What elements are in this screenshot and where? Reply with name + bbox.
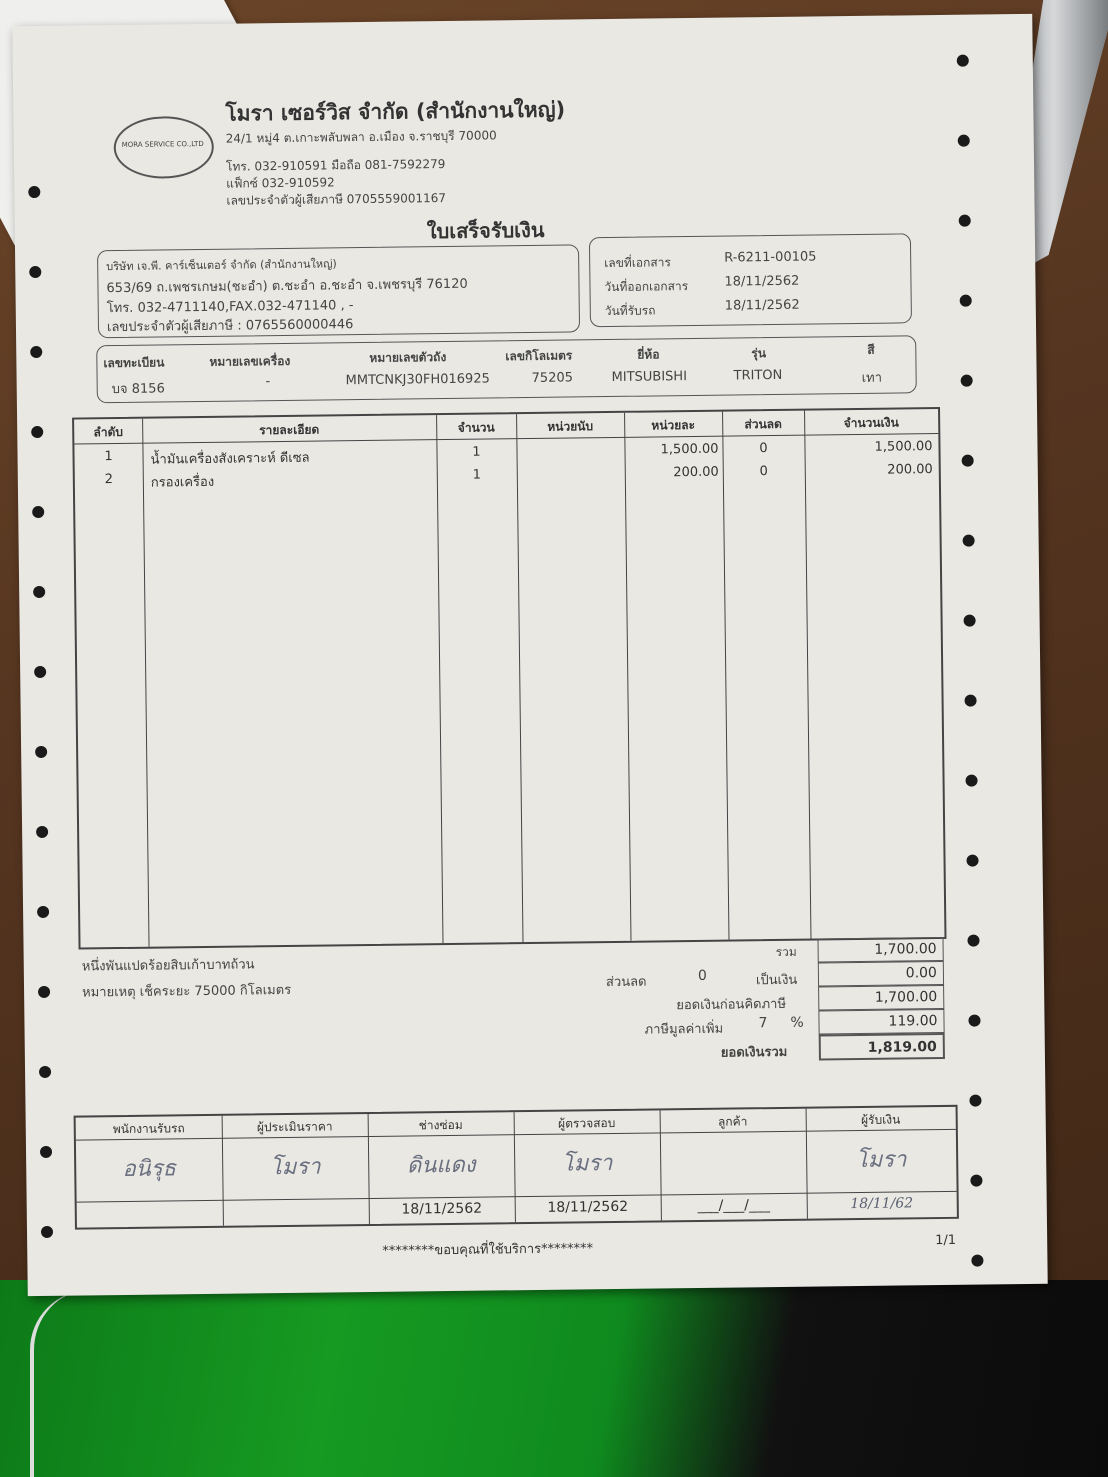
feed-hole bbox=[37, 906, 49, 918]
customer-tax-id: เลขประจำตัวผู้เสียภาษี : 0765560000446 bbox=[106, 317, 354, 336]
feed-hole bbox=[32, 506, 44, 518]
company-logo-text: MORA SERVICE CO.,LTD bbox=[121, 139, 204, 149]
column-divider bbox=[142, 419, 149, 947]
vat-rate: 7 bbox=[758, 1015, 768, 1032]
company-tax-id: เลขประจำตัวผู้เสียภาษี 0705559001167 bbox=[226, 190, 447, 208]
sig-date-inspector: 18/11/2562 bbox=[547, 1198, 629, 1216]
column-divider bbox=[804, 411, 811, 939]
vehicle-chassis-header: หมายเลขตัวถัง bbox=[369, 350, 447, 365]
company-address: 24/1 หมู่4 ต.เกาะพลับพลา อ.เมือง จ.ราชบุรี 70000 bbox=[225, 128, 497, 146]
row-unit bbox=[516, 443, 624, 444]
discount-label: ส่วนลด bbox=[605, 974, 647, 991]
page-number: 1/1 bbox=[935, 1232, 957, 1249]
feed-hole bbox=[41, 1226, 53, 1238]
feed-hole bbox=[39, 1066, 51, 1078]
vat-value: 119.00 bbox=[818, 1009, 944, 1035]
vat-label: ภาษีมูลค่าเพิ่ม bbox=[644, 1021, 724, 1038]
row-amount: 200.00 bbox=[887, 462, 933, 478]
items-table bbox=[72, 407, 946, 950]
column-divider bbox=[516, 414, 523, 942]
vehicle-info-box bbox=[96, 335, 917, 403]
feed-hole bbox=[36, 826, 48, 838]
green-cloth bbox=[0, 1280, 1108, 1477]
column-divider bbox=[624, 413, 631, 941]
customer-phone: โทร. 032-4711140,FAX.032-471140 , - bbox=[106, 298, 354, 317]
vehicle-brand-header: ยี่ห้อ bbox=[637, 347, 660, 362]
feed-hole bbox=[31, 426, 43, 438]
column-divider bbox=[722, 412, 729, 940]
signature-mechanic: ดินแดง bbox=[406, 1152, 476, 1179]
vehicle-brand: MITSUBISHI bbox=[611, 369, 688, 385]
feed-hole bbox=[38, 986, 50, 998]
row-amount: 1,500.00 bbox=[874, 439, 933, 455]
receive-date-value: 18/11/2562 bbox=[724, 297, 800, 314]
vehicle-engine-header: หมายเลขเครื่อง bbox=[209, 353, 291, 369]
cable bbox=[30, 1290, 94, 1477]
feed-hole bbox=[967, 935, 979, 947]
feed-hole bbox=[964, 615, 976, 627]
feed-hole bbox=[28, 186, 40, 198]
doc-no-value: R-6211-00105 bbox=[724, 249, 817, 266]
signature-table bbox=[74, 1105, 959, 1230]
header-unit: หน่วยนับ bbox=[547, 419, 594, 434]
company-phone: โทร. 032-910591 มือถือ 081-7592279 bbox=[225, 156, 446, 174]
vehicle-model-header: รุ่น bbox=[751, 346, 767, 361]
vehicle-mileage: 75205 bbox=[531, 370, 574, 386]
row-description: น้ำมันเครื่องสังเคราะห์ ดีเซล bbox=[150, 450, 310, 468]
feed-hole bbox=[968, 1015, 980, 1027]
signature-estimator: โมรา bbox=[269, 1154, 321, 1181]
document-title: ใบเสร็จรับเงิน bbox=[426, 217, 545, 244]
feed-hole bbox=[959, 215, 971, 227]
row-qty: 1 bbox=[472, 467, 482, 483]
header-discount: ส่วนลด bbox=[744, 416, 782, 432]
before-vat-value: 1,700.00 bbox=[818, 985, 944, 1011]
customer-box bbox=[97, 244, 580, 338]
sig-head-mechanic: ช่างซ่อม bbox=[418, 1117, 463, 1133]
feed-hole bbox=[961, 375, 973, 387]
signature-inspector: โมรา bbox=[561, 1151, 613, 1177]
issue-date-label: วันที่ออกเอกสาร bbox=[604, 279, 689, 295]
header-qty: จำนวน bbox=[457, 420, 495, 435]
row-discount: 0 bbox=[759, 441, 768, 457]
header-amount: จำนวนเงิน bbox=[843, 415, 899, 431]
sig-date-mechanic: 18/11/2562 bbox=[401, 1200, 483, 1218]
customer-name: บริษัท เจ.พี. คาร์เซ็นเตอร์ จำกัด (สำนักงานใหญ่) bbox=[106, 257, 337, 274]
feed-hole bbox=[30, 346, 42, 358]
signature-cashier: โมรา bbox=[855, 1147, 907, 1174]
feed-hole bbox=[29, 266, 41, 278]
vehicle-model: TRITON bbox=[733, 367, 783, 384]
column-divider bbox=[436, 415, 443, 943]
receive-date-label: วันที่รับรถ bbox=[604, 303, 656, 319]
vehicle-plate-header: เลขทะเบียน bbox=[103, 355, 165, 371]
sig-head-receiver: พนักงานรับรถ bbox=[112, 1121, 185, 1137]
vehicle-color-header: สี bbox=[867, 342, 875, 357]
feed-hole bbox=[963, 535, 975, 547]
vehicle-plate: บจ 8156 bbox=[111, 381, 165, 398]
row-no: 1 bbox=[104, 449, 113, 465]
company-fax: แฟ็กซ์ 032-910592 bbox=[226, 175, 335, 191]
amount-in-words: หนึ่งพันแปดร้อยสิบเก้าบาทถ้วน bbox=[81, 957, 255, 975]
row-no: 2 bbox=[104, 472, 114, 488]
row-unit-price: 200.00 bbox=[673, 464, 719, 481]
feed-hole bbox=[965, 695, 977, 707]
company-name: โมรา เซอร์วิส จำกัด (สำนักงานใหญ่) bbox=[225, 97, 566, 126]
sig-date-estimator bbox=[223, 1202, 369, 1204]
customer-address: 653/69 ถ.เพชรเกษม(ชะอำ) ต.ชะอำ อ.ชะอำ จ.เพชรบุรี 76120 bbox=[106, 276, 468, 297]
remark: หมายเหตุ เช็คระยะ 75000 กิโลเมตร bbox=[82, 982, 292, 1001]
as-money-label: เป็นเงิน bbox=[755, 972, 798, 989]
row-unit-price: 1,500.00 bbox=[660, 441, 719, 458]
feed-hole bbox=[40, 1146, 52, 1158]
feed-hole bbox=[957, 55, 969, 67]
signature-receiver: อนิรุธ bbox=[122, 1156, 177, 1183]
sum-value: 1,700.00 bbox=[817, 937, 943, 963]
vehicle-color: เทา bbox=[861, 370, 883, 386]
signature-customer bbox=[660, 1143, 806, 1145]
issue-date-value: 18/11/2562 bbox=[724, 273, 800, 290]
row-description: กรองเครื่อง bbox=[150, 474, 215, 491]
row-discount: 0 bbox=[759, 464, 769, 480]
vat-percent-sign: % bbox=[790, 1014, 804, 1031]
document-info-box bbox=[589, 233, 912, 327]
footer-thanks: ********ขอบคุณที่ใช้บริการ******** bbox=[382, 1241, 594, 1259]
feed-hole bbox=[970, 1175, 982, 1187]
feed-hole bbox=[969, 1095, 981, 1107]
receipt-paper bbox=[12, 14, 1047, 1296]
sig-date-cashier: 18/11/62 bbox=[850, 1195, 914, 1213]
feed-hole bbox=[965, 775, 977, 787]
sig-head-inspector: ผู้ตรวจสอบ bbox=[558, 1115, 616, 1131]
feed-hole bbox=[971, 1255, 983, 1267]
sig-date-receiver bbox=[77, 1204, 223, 1206]
doc-no-label: เลขที่เอกสาร bbox=[604, 255, 671, 271]
sig-head-customer: ลูกค้า bbox=[717, 1114, 748, 1129]
discount-value: 0 bbox=[697, 967, 707, 984]
feed-hole bbox=[960, 295, 972, 307]
vehicle-engine: - bbox=[265, 374, 271, 390]
grand-total-value: 1,819.00 bbox=[819, 1033, 945, 1061]
header-no: ลำดับ bbox=[93, 424, 124, 440]
sum-label: รวม bbox=[775, 944, 797, 960]
sig-date-customer: ___/___/___ bbox=[697, 1197, 771, 1214]
feed-hole bbox=[958, 135, 970, 147]
row-unit bbox=[517, 466, 625, 467]
header-description: รายละเอียด bbox=[259, 422, 320, 438]
feed-hole bbox=[966, 855, 978, 867]
sig-head-estimator: ผู้ประเมินราคา bbox=[256, 1119, 333, 1135]
before-vat-label: ยอดเงินก่อนคิดภาษี bbox=[676, 996, 787, 1014]
row-qty: 1 bbox=[472, 444, 481, 460]
header-unit-price: หน่วยละ bbox=[651, 417, 696, 433]
feed-hole bbox=[34, 666, 46, 678]
discount-amount: 0.00 bbox=[818, 961, 944, 987]
vehicle-mileage-header: เลขกิโลเมตร bbox=[505, 348, 573, 364]
vehicle-chassis: MMTCNKJ30FH016925 bbox=[345, 371, 490, 389]
feed-hole bbox=[33, 586, 45, 598]
feed-hole bbox=[35, 746, 47, 758]
feed-hole bbox=[962, 455, 974, 467]
sig-head-cashier: ผู้รับเงิน bbox=[860, 1112, 901, 1127]
grand-total-label: ยอดเงินรวม bbox=[720, 1044, 788, 1061]
